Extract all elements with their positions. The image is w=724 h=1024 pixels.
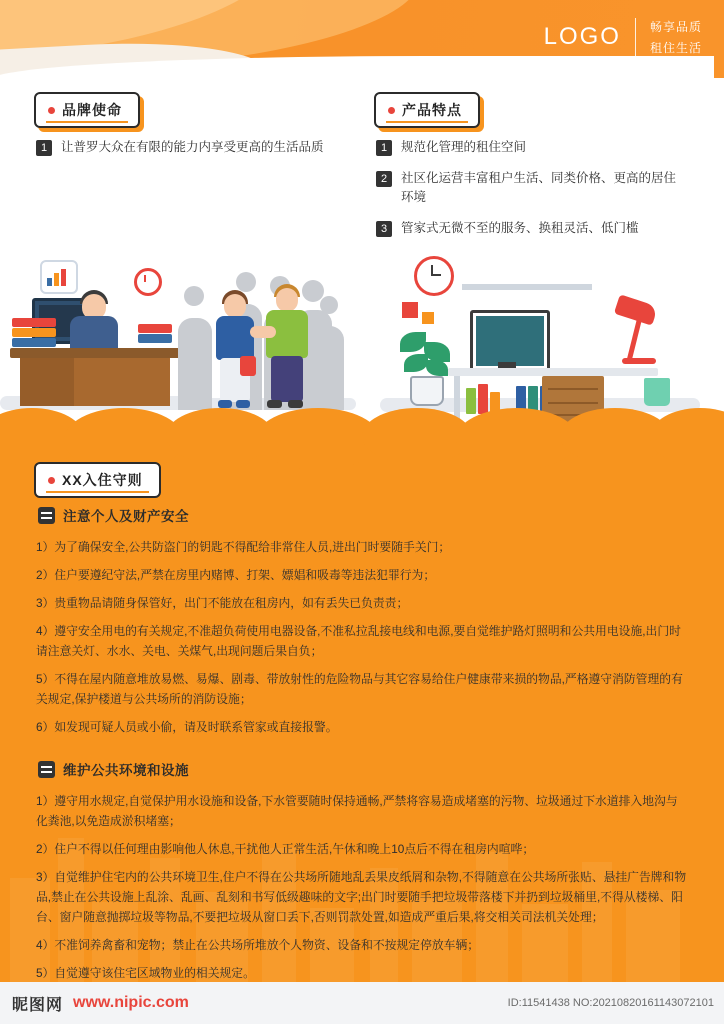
rule-paragraph: 1）遵守用水规定,自觉保护用水设施和设备,下水管要随时保持通畅,严禁将容易造成堵塞的污物、垃圾通过下水道排入地沟与化粪池,以免造成淤积堵塞；	[36, 794, 678, 828]
logo-block	[544, 18, 702, 56]
book-stack	[138, 324, 172, 333]
clock-icon	[134, 268, 162, 296]
list-mark-icon	[38, 761, 55, 778]
rule-paragraph: 1）为了确保安全,公共防盗门的钥匙不得配给非常住人员,进出门时要随手关门；	[36, 540, 451, 554]
person-shoe	[236, 400, 250, 408]
wall-clock-icon	[414, 256, 454, 296]
person-torso	[216, 316, 254, 360]
page-footer	[0, 982, 724, 1024]
crowd-silhouette-head	[320, 296, 338, 314]
illustration-band	[0, 246, 724, 424]
rules-content	[36, 505, 688, 991]
rules-badge-label: XX入住守则	[62, 472, 143, 488]
list-item	[36, 138, 346, 157]
rule-paragraph: 3）贵重物品请随身保管好，出门不能放在租房内，如有丢失已负责责；	[36, 596, 409, 610]
list-item-text: 社区化运营丰富租户生活、同类价格、更高的居住环境	[401, 171, 677, 204]
crowd-silhouette-body	[178, 318, 212, 410]
person-shoe	[288, 400, 303, 408]
illustration-service-desk	[10, 254, 190, 414]
illustration-office	[392, 250, 692, 420]
chart-bar	[47, 278, 52, 286]
wall-frame-red	[402, 302, 418, 318]
chart-bubble-icon	[40, 260, 78, 294]
footer-url[interactable]: www.nipic.com	[73, 994, 189, 1011]
person-shoe	[218, 400, 232, 408]
chart-bar	[61, 269, 66, 286]
rules-group-title: 注意个人及财产安全	[63, 509, 189, 524]
plant-leaf	[426, 360, 448, 376]
footer-id: ID:11541438 NO:20210820161143072101	[507, 997, 714, 1009]
rule-paragraph: 2）住户要遵纪守法,严禁在房里内赌博、打架、嫖娼和吸毒等违法犯罪行为；	[36, 568, 436, 582]
list-item-number: 3	[376, 221, 392, 237]
logo-text: LOGO	[543, 23, 621, 50]
bullet-dot-icon	[48, 107, 55, 114]
badge-underline	[46, 491, 149, 493]
list-item-text: 让普罗大众在有限的能力内享受更高的生活品质	[61, 140, 324, 154]
section-badge-rules	[34, 462, 161, 498]
book-stack	[12, 318, 56, 327]
bullet-dot-icon	[388, 107, 395, 114]
office-table-top	[448, 368, 658, 376]
rule-paragraph: 6）如发现可疑人员或小偷，请及时联系管家或直接报警。	[36, 720, 338, 734]
section-badge-mission	[34, 92, 140, 128]
person-head	[276, 288, 298, 312]
section-badge-features	[374, 92, 480, 128]
crowd-silhouette-head	[184, 286, 204, 306]
book-shelf	[462, 284, 592, 290]
plant-leaf	[400, 332, 426, 352]
red-folder-icon	[240, 356, 256, 376]
wall-frame-orange	[422, 312, 434, 324]
rules-group-heading	[38, 759, 688, 779]
mission-badge-label: 品牌使命	[62, 102, 122, 118]
person-tenant	[212, 294, 258, 412]
bullet-dot-icon	[48, 477, 55, 484]
book-stack	[138, 334, 172, 343]
computer-screen	[476, 316, 544, 366]
crowd-silhouette-body	[316, 326, 344, 410]
person-agent	[262, 288, 314, 412]
rule-paragraph: 5）不得在屋内随意堆放易燃、易爆、剧毒、带放射性的危险物品与其它容易给住户健康带来损的物品,严格遵守消防管理的有关规定,保护楼道与公共场所的消防设施；	[36, 672, 683, 706]
person-body	[70, 316, 118, 352]
mission-list	[36, 138, 346, 169]
plant-leaf	[404, 354, 428, 372]
plant-pot	[410, 376, 444, 406]
slogan-line-1: 畅享品质	[649, 20, 702, 34]
handshake-hands	[250, 326, 276, 338]
slogan-line-2: 租住生活	[649, 41, 702, 55]
logo-divider	[635, 18, 636, 56]
features-badge-label: 产品特点	[402, 102, 462, 118]
book-stack	[12, 328, 56, 337]
person-head	[224, 294, 246, 318]
badge-underline	[46, 121, 128, 123]
list-item	[376, 138, 686, 157]
lamp-arm	[627, 316, 643, 362]
badge-underline	[386, 121, 468, 123]
person-legs	[271, 356, 303, 402]
footer-brand: 昵图网	[12, 996, 64, 1014]
list-item-number: 2	[376, 171, 392, 187]
list-item-text: 管家式无微不至的服务、换租灵活、低门槛	[401, 221, 639, 235]
list-mark-icon	[38, 507, 55, 524]
logo-slogan	[650, 18, 702, 56]
drawer-line	[548, 388, 598, 390]
illustration-handshake	[184, 266, 344, 410]
list-item	[376, 219, 686, 238]
rule-paragraph: 2）住户不得以任何理由影响他人休息,干扰他人正常生活,午休和晚上10点后不得在租房内喧哗；	[36, 842, 535, 856]
desk-lamp-icon	[602, 300, 658, 366]
list-item-number: 1	[376, 140, 392, 156]
waste-bin-icon	[644, 378, 670, 406]
rules-group-title: 维护公共环境和设施	[63, 763, 189, 778]
rules-group-heading	[38, 505, 688, 525]
group-spacer	[36, 745, 688, 759]
list-item-number: 1	[36, 140, 52, 156]
book-stack	[12, 338, 56, 347]
desk-top	[10, 348, 182, 358]
crowd-silhouette-head	[236, 272, 256, 292]
list-item-text: 规范化管理的租住空间	[401, 140, 527, 154]
features-list	[376, 138, 686, 250]
drawer-line	[548, 402, 598, 404]
lamp-base	[622, 358, 656, 364]
desk-panel	[20, 358, 74, 406]
rule-paragraph: 5）自觉遵守该住宅区域物业的相关规定。	[36, 966, 255, 980]
page-header	[0, 0, 724, 78]
rule-paragraph: 4）遵守安全用电的有关规定,不准超负荷使用电器设备,不准私拉乱接电线和电源,要自觉维护路灯照明和公共用电设施,出门时请注意关灯、水水、关电、关煤气,出现问题后果自负；	[36, 624, 681, 658]
rule-paragraph: 3）自觉维护住宅内的公共环境卫生,住户不得在公共场所随地乱丢果皮纸屑和杂物,不得随意在公共场所张贴、悬挂广告牌和物品,禁止在公共设施上乱涂、乱画、乱刻和书写低级趣味的文字;出门时要随手把垃圾带落楼下并扔到垃圾桶里,不得从楼梯、阳台、窗户随意抛掷垃圾等物品,不要把垃圾从窗口丢下,否则罚款处置,如造成严重后果,将交相关司法机关处理；	[36, 870, 687, 924]
list-item	[376, 169, 686, 207]
person-shoe	[267, 400, 282, 408]
chart-bar	[54, 273, 59, 286]
rule-paragraph: 4）不准饲养禽畜和宠物；禁止在公共场所堆放个人物资、设备和不按规定停放车辆；	[36, 938, 480, 952]
